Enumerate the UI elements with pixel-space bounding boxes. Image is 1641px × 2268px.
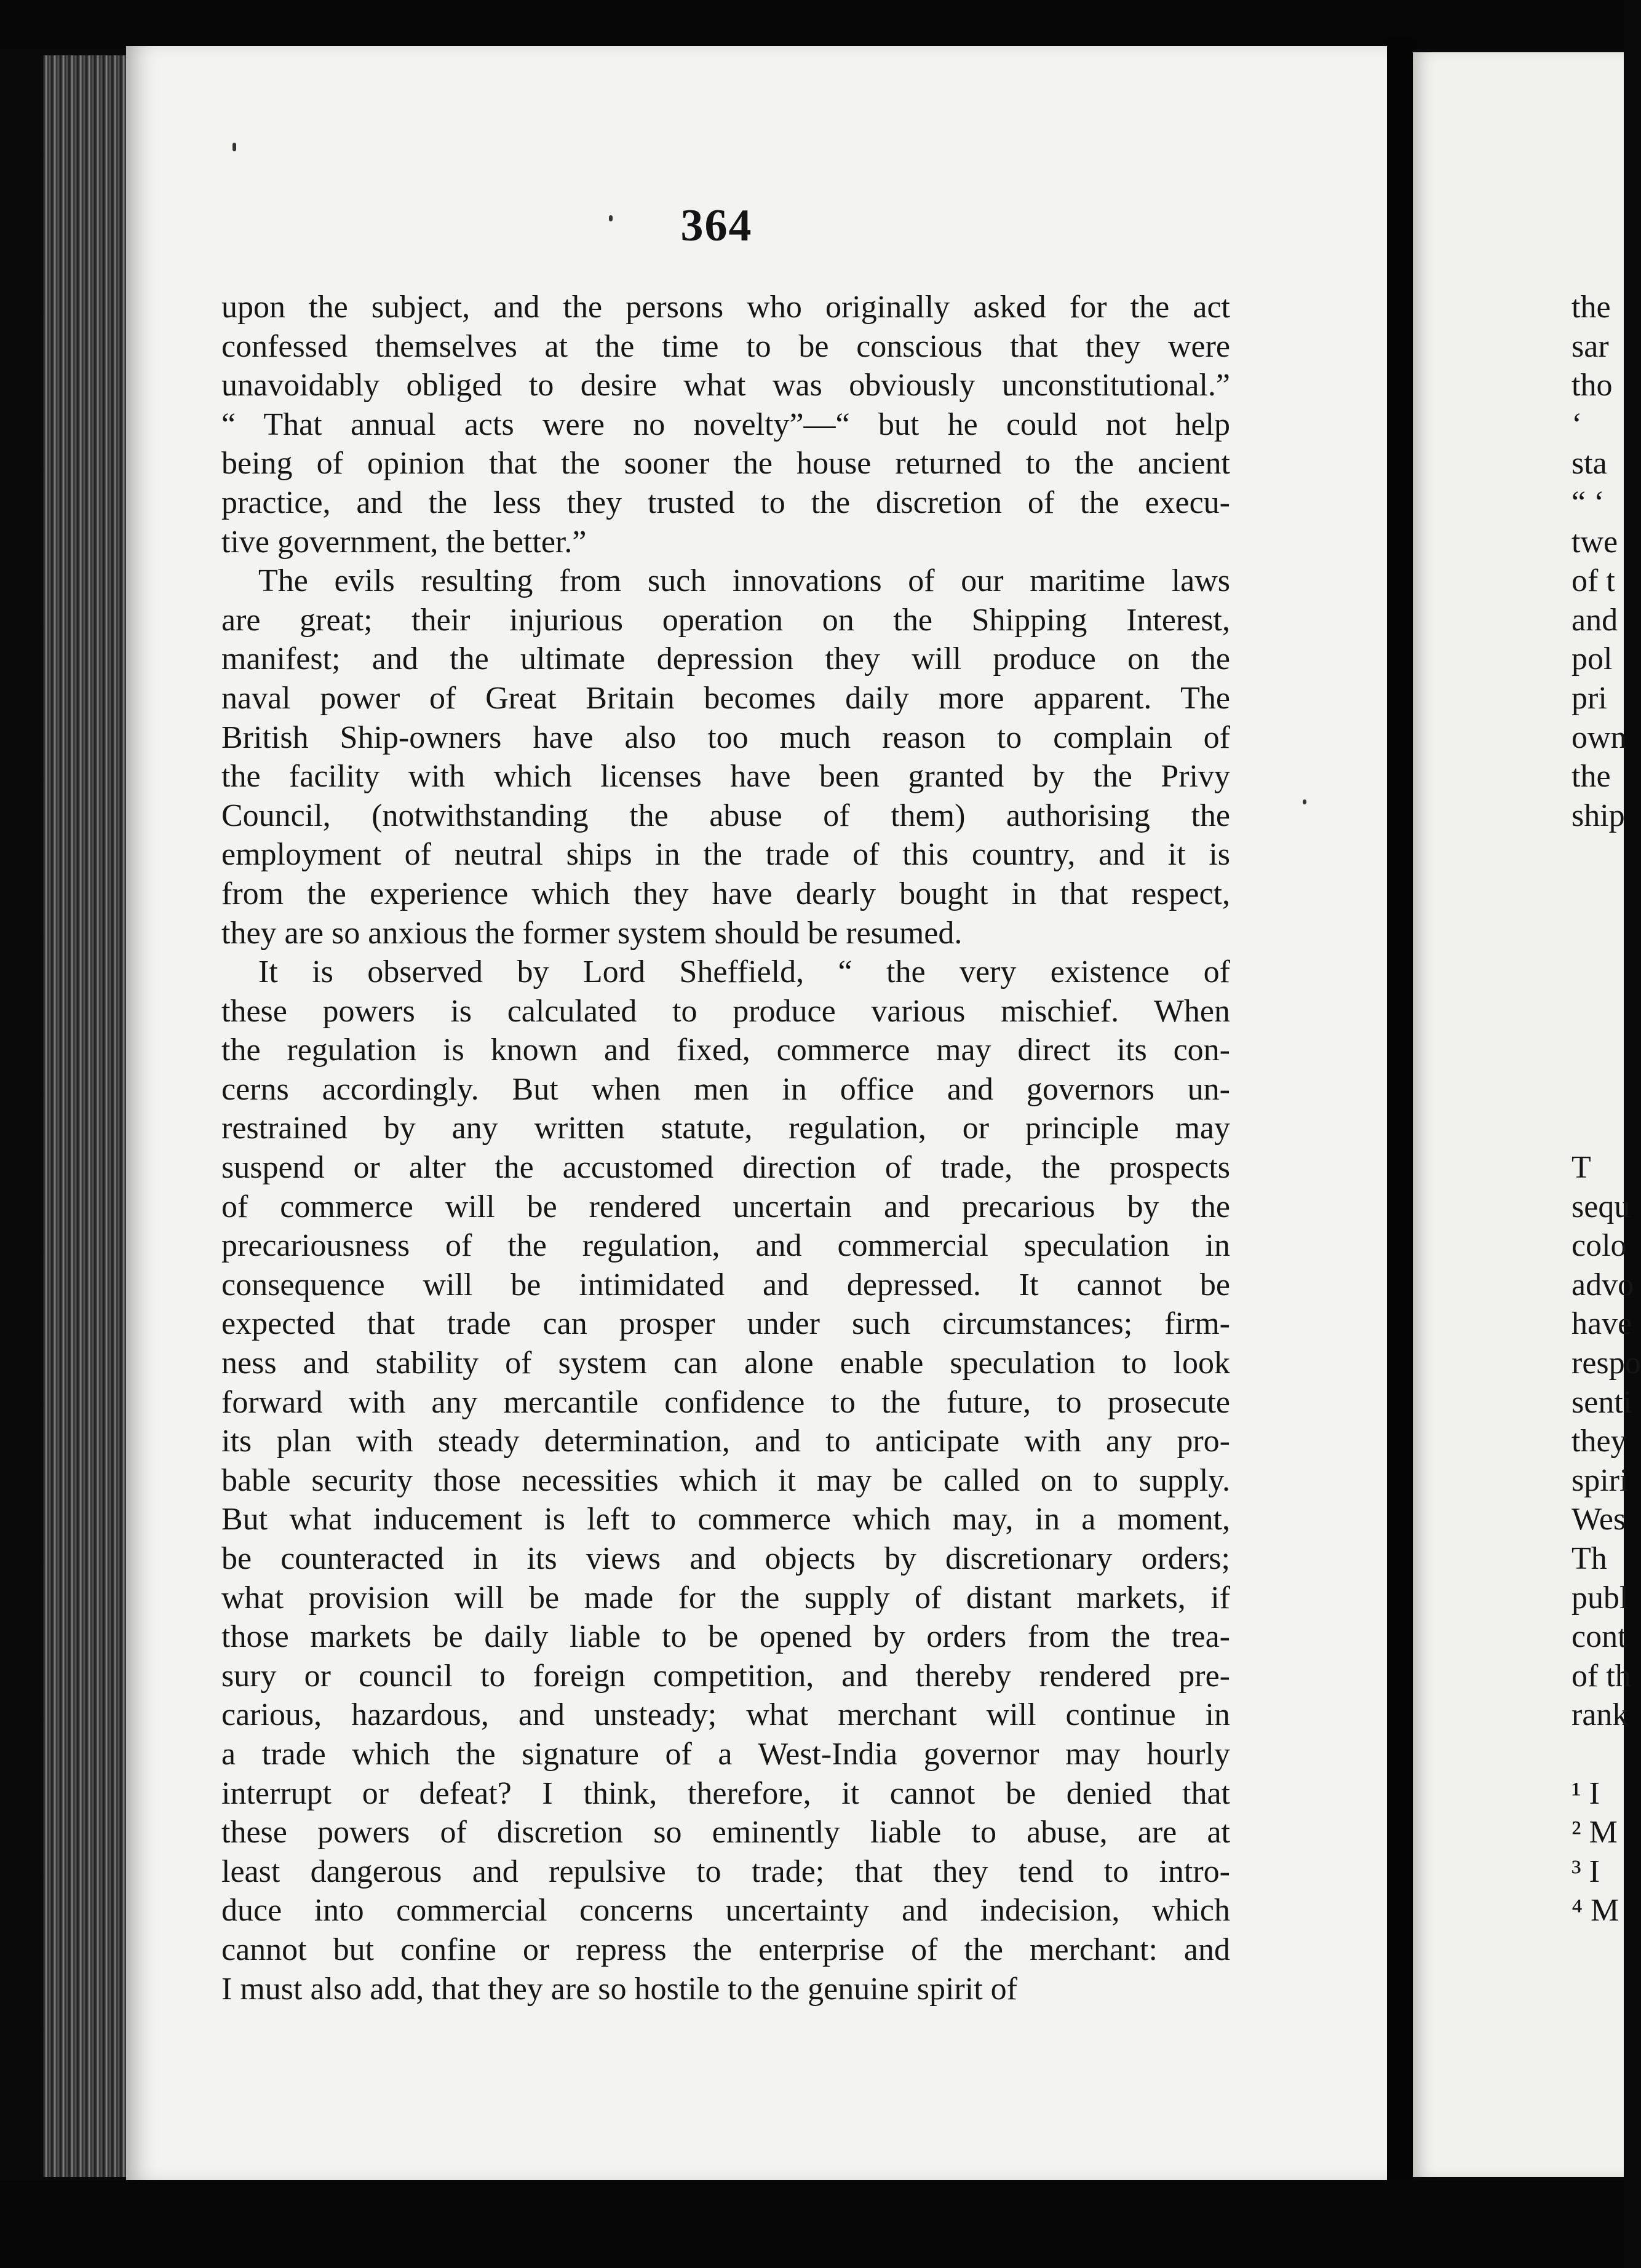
text-line: from the experience which they have dearly bought in that respect,	[221, 876, 1230, 911]
facing-page-fragment: ² M	[1571, 1815, 1618, 1850]
facing-page-fragment	[1571, 874, 1627, 914]
facing-page-fragment: T	[1571, 1150, 1591, 1186]
text-line: of commerce will be rendered uncertain and precarious by the	[221, 1189, 1230, 1224]
facing-page-fragment: have	[1571, 1306, 1632, 1342]
text-line: the regulation is known and fixed, commerce may direct its con-	[221, 1033, 1230, 1068]
text-line: interrupt or defeat? I think, therefore, it cannot be denied that	[221, 1775, 1230, 1811]
text-line: But what inducement is left to commerce which may, in a moment,	[221, 1502, 1230, 1537]
text-line: ness and stability of system can alone enable speculation to look	[221, 1346, 1230, 1381]
text-line: It is observed by Lord Sheffield, “ the very existence of	[258, 954, 1230, 990]
facing-page-fragment	[1571, 1109, 1627, 1148]
facing-page-fragment	[1571, 992, 1627, 1031]
facing-page-fragment: twe	[1571, 524, 1618, 560]
facing-page-fragment: ship	[1571, 798, 1625, 833]
facing-page-fragment: “ ‘	[1571, 485, 1605, 520]
text-line: employment of neutral ships in the trade of this country, and it is	[221, 837, 1230, 873]
text-line: are great; their injurious operation on the Shipping Interest,	[221, 602, 1230, 638]
text-line: those markets be daily liable to be opened by orders from the trea-	[221, 1619, 1230, 1655]
text-line: practice, and the less they trusted to the discretion of the execu-	[221, 485, 1230, 520]
text-line: upon the subject, and the persons who originally asked for the act	[221, 290, 1230, 325]
scan-background-top	[0, 0, 1624, 49]
text-line: carious, hazardous, and unsteady; what merchant will continue in	[221, 1697, 1230, 1733]
facing-page-fragment: senti	[1571, 1384, 1632, 1420]
text-line: confessed themselves at the time to be conscious that they were	[221, 328, 1230, 364]
facing-page-fragment: pol	[1571, 641, 1613, 677]
facing-page-fragment: ¹ I	[1571, 1775, 1600, 1811]
text-line: bable security those necessities which it may be called on to supply.	[221, 1462, 1230, 1498]
facing-page-fragment: and	[1571, 602, 1618, 638]
facing-page-fragment: cont	[1571, 1619, 1627, 1655]
text-line: manifest; and the ultimate depression they will produce on the	[221, 641, 1230, 677]
facing-page-fragment: own	[1571, 720, 1627, 755]
text-line: sury or council to foreign competition, and thereby rendered pre-	[221, 1658, 1230, 1694]
facing-page-fragment: Th	[1571, 1541, 1607, 1576]
text-line: suspend or alter the accustomed direction of trade, the prospects	[221, 1150, 1230, 1186]
scan-background-bottom	[0, 2180, 1624, 2268]
text-line: being of opinion that the sooner the house returned to the ancient	[221, 446, 1230, 482]
facing-page-fragment: ‘	[1571, 406, 1583, 442]
facing-page-fragment: sequ	[1571, 1189, 1631, 1224]
stray-mark	[609, 215, 613, 221]
facing-page-fragment: sta	[1571, 446, 1607, 482]
facing-page-fragment: sar	[1571, 328, 1609, 364]
text-line: forward with any mercantile confidence to the future, to prosecute	[221, 1384, 1230, 1420]
text-line: the facility with which licenses have been granted by the Privy	[221, 759, 1230, 795]
facing-page-fragment	[1571, 1735, 1627, 1774]
text-line: consequence will be intimidated and depressed. It cannot be	[221, 1267, 1230, 1303]
facing-page-fragment: spiri	[1571, 1462, 1629, 1498]
text-line: be counteracted in its views and objects by discretionary orders;	[221, 1541, 1230, 1576]
facing-page-fragment: pri	[1571, 680, 1607, 716]
facing-page-fragment: publ	[1571, 1580, 1629, 1616]
facing-page-fragment: of t	[1571, 563, 1615, 599]
page-number: 364	[680, 200, 753, 251]
facing-page-fragment: ⁴ M	[1571, 1893, 1619, 1929]
facing-page-fragment: advo	[1571, 1267, 1634, 1303]
facing-page-fragment	[1571, 914, 1627, 953]
text-line: duce into commercial concerns uncertainty and indecision, which	[221, 1893, 1230, 1929]
text-line: I must also add, that they are so hostile to the genuine spirit of	[221, 1971, 1017, 2007]
text-line: restrained by any written statute, regulation, or principle may	[221, 1111, 1230, 1146]
body-text	[221, 288, 1230, 2008]
text-line: precariousness of the regulation, and commercial speculation in	[221, 1228, 1230, 1264]
facing-page-fragment	[1571, 835, 1627, 874]
text-line: British Ship-owners have also too much reason to complain of	[221, 720, 1230, 755]
facing-page-fragment: of th	[1571, 1658, 1631, 1694]
facing-page-fragment: the	[1571, 759, 1611, 795]
text-line: tive government, the better.”	[221, 524, 587, 560]
facing-page-fragment	[1571, 1070, 1627, 1109]
text-line: a trade which the signature of a West-India governor may hourly	[221, 1736, 1230, 1772]
text-line: what provision will be made for the supply of distant markets, if	[221, 1580, 1230, 1616]
text-line: cannot but confine or repress the enterprise of the merchant: and	[221, 1932, 1230, 1967]
stray-mark	[1303, 799, 1306, 804]
facing-page-fragment: rank	[1571, 1697, 1629, 1733]
text-line: The evils resulting from such innovations of our maritime laws	[258, 563, 1230, 599]
text-line: its plan with steady determination, and to anticipate with any pro-	[221, 1424, 1230, 1459]
text-line: naval power of Great Britain becomes daily more apparent. The	[221, 680, 1230, 716]
facing-page-fragment: respo	[1571, 1346, 1641, 1381]
facing-page-fragment: the	[1571, 290, 1611, 325]
text-line: these powers of discretion so eminently liable to abuse, are at	[221, 1815, 1230, 1850]
text-line: least dangerous and repulsive to trade; that they tend to intro-	[221, 1854, 1230, 1889]
facing-page-text	[1571, 288, 1641, 1930]
text-line: unavoidably obliged to desire what was obviously unconstitutional.”	[221, 368, 1230, 403]
text-line: these powers is calculated to produce various mischief. When	[221, 993, 1230, 1029]
text-line: expected that trade can prosper under such circumstances; firm-	[221, 1306, 1230, 1342]
facing-page-fragment: they	[1571, 1424, 1627, 1459]
stray-mark	[232, 143, 236, 151]
text-line: “ That annual acts were no novelty”—“ but he could not help	[221, 406, 1230, 442]
facing-page-fragment: ³ I	[1571, 1854, 1600, 1889]
facing-page-fragment: tho	[1571, 368, 1613, 403]
facing-page-fragment	[1571, 1031, 1627, 1070]
facing-page-fragment: Wes	[1571, 1502, 1626, 1537]
book-gutter	[1387, 37, 1413, 2189]
book-page-edges	[43, 55, 135, 2177]
text-line: cerns accordingly. But when men in office and governors un-	[221, 1071, 1230, 1107]
facing-page-fragment	[1571, 953, 1627, 992]
text-line: Council, (notwithstanding the abuse of them) authorising the	[221, 798, 1230, 833]
text-line: they are so anxious the former system should be resumed.	[221, 915, 963, 951]
facing-page-fragment: colo	[1571, 1228, 1627, 1264]
